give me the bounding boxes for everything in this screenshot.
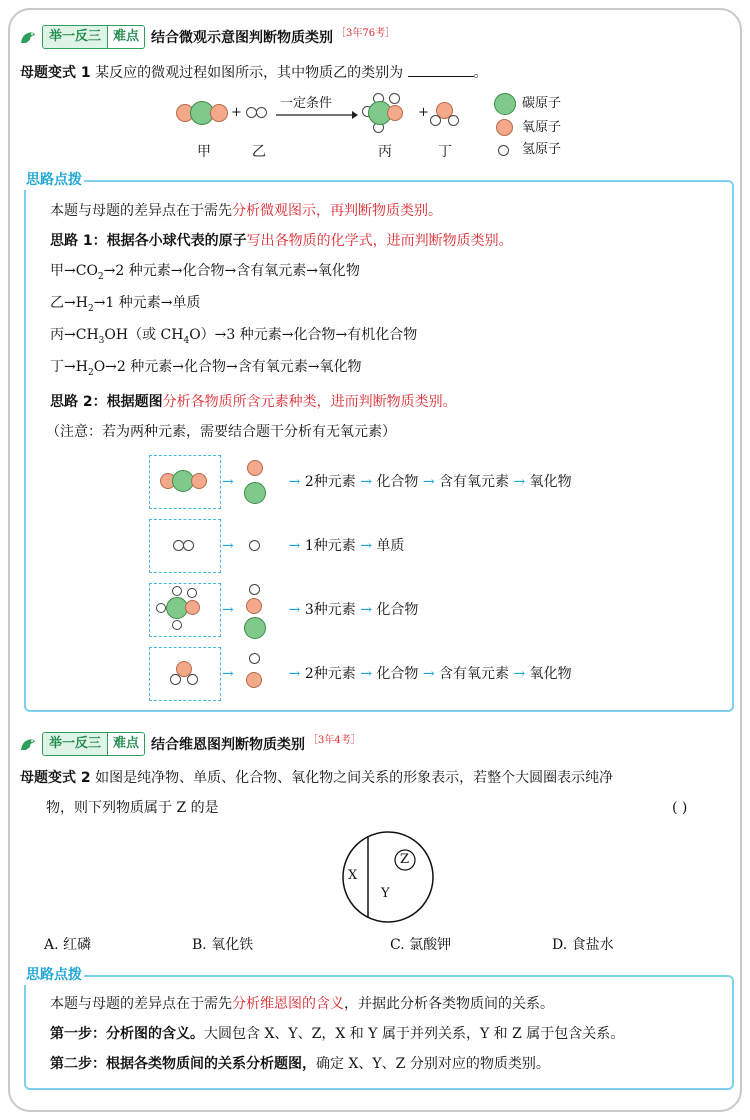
flow-row bbox=[222, 471, 572, 491]
question-text: 某反应的微观过程如图所示，其中物质乙的类别为 bbox=[95, 65, 404, 81]
flow-row bbox=[222, 663, 572, 683]
arrow-icon: → bbox=[288, 602, 301, 618]
period: 。 bbox=[473, 65, 488, 81]
hint-line bbox=[50, 994, 554, 1014]
section-badge bbox=[42, 25, 145, 49]
question-1 bbox=[20, 62, 488, 83]
hydrogen-atom bbox=[448, 115, 459, 126]
step-label: 第二步：根据各类物质间的关系分析题图， bbox=[50, 1056, 316, 1072]
question-text-cont: 物，则下列物质属于 Z 的是 bbox=[46, 800, 219, 816]
hint-line bbox=[50, 1054, 550, 1074]
text: →1 种元素→单质 bbox=[93, 295, 201, 311]
legend-label: 氢原子 bbox=[522, 142, 562, 157]
flow-step: 1种元素 bbox=[304, 538, 356, 554]
level-label: 难点 bbox=[107, 26, 144, 48]
level-label: 难点 bbox=[107, 733, 144, 755]
hydrogen-atom bbox=[430, 115, 441, 126]
text: O）→3 种元素→化合物→有机化合物 bbox=[189, 327, 418, 343]
oxygen-atom bbox=[210, 104, 228, 122]
carbon-legend-icon bbox=[494, 93, 516, 115]
arrow-icon: → bbox=[360, 666, 372, 682]
arrow-icon: → bbox=[422, 666, 435, 682]
substance-label: 乙 bbox=[252, 144, 266, 160]
flow-row bbox=[222, 535, 404, 555]
legend-label: 氧原子 bbox=[522, 120, 562, 135]
arrow-icon: → bbox=[222, 474, 234, 490]
oxygen-atom bbox=[191, 473, 207, 489]
oxygen-atom bbox=[387, 105, 403, 121]
flow-step: 2种元素 bbox=[304, 474, 356, 490]
subscript: 2 bbox=[87, 367, 94, 378]
text: 本题与母题的差异点在于需先 bbox=[50, 203, 232, 219]
flow-step: 含有氧元素 bbox=[439, 666, 510, 682]
text: 确定 X、Y、Z 分别对应的物质类别。 bbox=[316, 1056, 550, 1072]
hint-line bbox=[50, 1024, 624, 1044]
hydrogen-atom bbox=[249, 584, 260, 595]
hint-line bbox=[50, 231, 513, 251]
question-2 bbox=[20, 768, 613, 788]
text: 乙→H bbox=[50, 295, 88, 311]
hint-line bbox=[50, 392, 457, 412]
flow-step: 单质 bbox=[376, 538, 405, 554]
oxygen-atom bbox=[185, 600, 200, 615]
text: 大圆包含 X、Y、Z，X 和 Y 属于并列关系，Y 和 Z 属于包含关系。 bbox=[204, 1026, 625, 1042]
formula-line bbox=[50, 261, 360, 287]
hydrogen-atom bbox=[256, 107, 267, 118]
flow-row bbox=[222, 599, 418, 619]
badge-label: 举一反三 bbox=[43, 733, 107, 755]
flow-step: 氧化物 bbox=[529, 474, 572, 490]
highlight: 写出各物质的化学式，进而判断物质类别。 bbox=[246, 233, 513, 249]
flow-step: 化合物 bbox=[376, 602, 419, 618]
option-d[interactable]: D. 食盐水 bbox=[552, 937, 614, 953]
highlight: 分析微观图示，再判断物质类别。 bbox=[232, 203, 442, 219]
formula-line bbox=[50, 325, 417, 351]
formula-line bbox=[50, 357, 361, 383]
hydrogen-legend-icon bbox=[498, 145, 509, 156]
plus-sign: + bbox=[418, 105, 429, 120]
substance-label: 丙 bbox=[378, 144, 392, 160]
text: 本题与母题的差异点在于需先 bbox=[50, 996, 232, 1012]
arrow-icon: → bbox=[513, 666, 526, 682]
answer-blank bbox=[408, 62, 474, 77]
venn-label-x: X bbox=[348, 868, 358, 883]
flow-step: 含有氧元素 bbox=[439, 474, 510, 490]
dragon-icon bbox=[18, 734, 38, 754]
arrow-icon: → bbox=[222, 666, 234, 682]
subscript: 2 bbox=[87, 303, 94, 314]
answer-parens: ( ) bbox=[672, 800, 688, 816]
arrow-icon: → bbox=[222, 538, 234, 554]
step-label: 第一步：分析图的含义。 bbox=[50, 1026, 204, 1042]
highlight: 分析维恩图的含义 bbox=[232, 996, 344, 1012]
text: 甲→CO bbox=[50, 263, 98, 279]
flow-step: 3种元素 bbox=[304, 602, 356, 618]
flow-step: 化合物 bbox=[376, 666, 419, 682]
arrow-icon: → bbox=[360, 602, 372, 618]
hint-label: 思路点拨 bbox=[26, 172, 82, 188]
legend-label: 碳原子 bbox=[522, 96, 562, 111]
oxygen-legend-icon bbox=[496, 119, 513, 136]
arrow-icon: → bbox=[288, 666, 301, 682]
text: →2 种元素→化合物→含有氧元素→氧化物 bbox=[103, 263, 360, 279]
text: 丁→H bbox=[50, 359, 88, 375]
hydrogen-atom bbox=[183, 540, 194, 551]
hydrogen-atom bbox=[172, 620, 182, 630]
venn-label-z: Z bbox=[400, 852, 410, 867]
substance-label: 甲 bbox=[197, 144, 211, 160]
subscript: 2 bbox=[97, 271, 104, 282]
flow-step: 化合物 bbox=[376, 474, 419, 490]
hint-label: 思路点拨 bbox=[26, 967, 82, 983]
section-header-2 bbox=[18, 731, 361, 757]
flow-step: 2种元素 bbox=[304, 666, 356, 682]
note-line: （注意：若为两种元素，需要结合题干分析有无氧元素） bbox=[46, 424, 396, 440]
subscript: 3 bbox=[98, 335, 105, 346]
subscript: 4 bbox=[183, 335, 190, 346]
hydrogen-atom bbox=[389, 93, 400, 104]
step-label: 思路 1：根据各小球代表的原子 bbox=[50, 233, 247, 249]
option-c[interactable]: C. 氯酸钾 bbox=[390, 937, 452, 953]
reaction-condition: 一定条件 bbox=[280, 96, 333, 111]
reaction-arrow bbox=[276, 110, 358, 120]
hydrogen-atom bbox=[187, 588, 197, 598]
text: ，并据此分析各类物质间的关系。 bbox=[344, 996, 554, 1012]
substance-label: 丁 bbox=[438, 144, 452, 160]
question-label: 母题变式 2 bbox=[20, 770, 91, 786]
exam-tag: ［3年4考］ bbox=[308, 734, 361, 746]
hydrogen-atom bbox=[172, 586, 182, 596]
text: OH（或 CH bbox=[104, 327, 184, 343]
section-header-1 bbox=[18, 24, 395, 50]
hydrogen-atom bbox=[187, 674, 198, 685]
badge-label: 举一反三 bbox=[43, 26, 107, 48]
formula-line bbox=[50, 293, 201, 319]
hydrogen-atom bbox=[170, 674, 181, 685]
question-label: 母题变式 1 bbox=[20, 65, 91, 81]
plus-sign: + bbox=[231, 105, 242, 120]
hint-line bbox=[50, 201, 442, 221]
section-title: 结合维恩图判断物质类别 bbox=[151, 737, 306, 753]
hint-box-1 bbox=[24, 180, 734, 712]
venn-label-y: Y bbox=[381, 886, 390, 901]
hydrogen-atom bbox=[156, 603, 166, 613]
dragon-icon bbox=[18, 27, 38, 47]
arrow-icon: → bbox=[513, 474, 526, 490]
section-title: 结合微观示意图判断物质类别 bbox=[151, 30, 334, 46]
option-a[interactable]: A. 红磷 bbox=[44, 937, 92, 953]
option-b[interactable]: B. 氧化铁 bbox=[192, 937, 254, 953]
text: O→2 种元素→化合物→含有氧元素→氧化物 bbox=[93, 359, 362, 375]
step-label: 思路 2：根据题图 bbox=[50, 394, 163, 410]
arrow-icon: → bbox=[288, 538, 301, 554]
question-text: 如图是纯净物、单质、化合物、氧化物之间关系的形象表示，若整个大圆圈表示纯净 bbox=[95, 770, 614, 786]
text: 丙→CH bbox=[50, 327, 99, 343]
exam-tag: ［3年76考］ bbox=[336, 27, 396, 39]
arrow-icon: → bbox=[422, 474, 435, 490]
section-badge bbox=[42, 732, 145, 756]
arrow-icon: → bbox=[288, 474, 301, 490]
highlight: 分析各物质所含元素种类，进而判断物质类别。 bbox=[162, 394, 457, 410]
flow-step: 氧化物 bbox=[529, 666, 572, 682]
arrow-icon: → bbox=[360, 474, 372, 490]
arrow-icon: → bbox=[360, 538, 372, 554]
carbon-atom bbox=[244, 617, 266, 639]
arrow-icon: → bbox=[222, 602, 234, 618]
